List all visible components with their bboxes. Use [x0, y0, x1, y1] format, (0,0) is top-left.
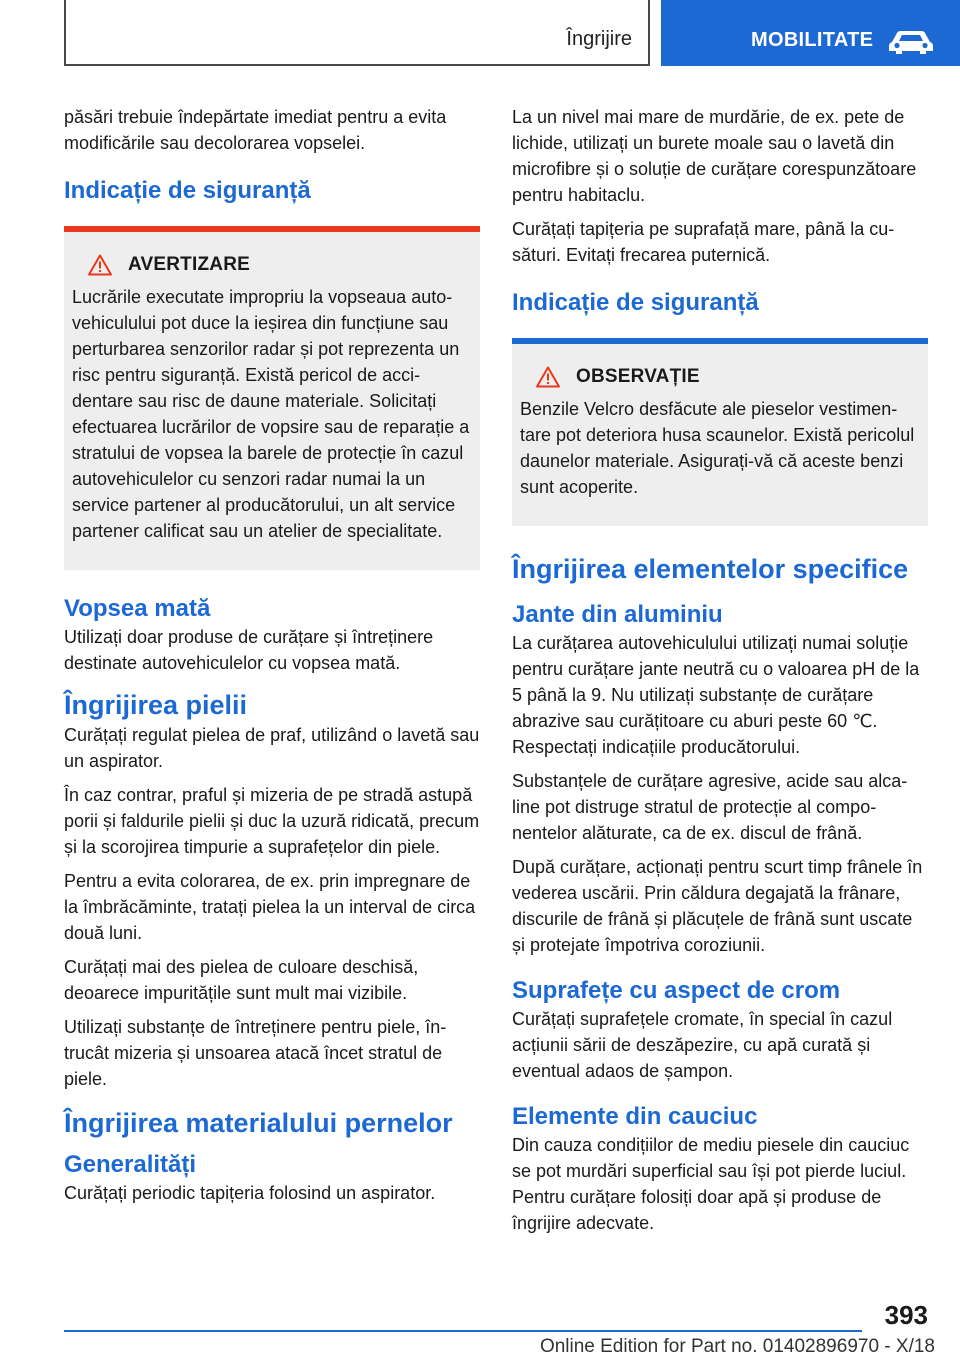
paragraph: În caz contrar, praful și mizeria de pe stradă astupă porii și faldurile pielii și duc la uzură ridicată, precum și la scorojirea timpurie a suprafețelor din piele. — [64, 785, 480, 857]
chrome-surfaces-heading: Suprafețe cu aspect de crom — [512, 977, 841, 1004]
rubber-elements-heading: Elemente din cauciuc — [512, 1103, 758, 1130]
paragraph: Curățați mai des pielea de culoare deschisă, deoarece impuritățile sunt mult mai vizibile. — [64, 957, 419, 1003]
matte-paint-heading: Vopsea mată — [64, 595, 211, 622]
upholstery-care-heading: Îngrijirea materialului pernelor — [64, 1108, 453, 1138]
specific-elements-heading: Îngrijirea elementelor specifice — [512, 554, 909, 584]
warning-triangle-icon — [536, 366, 560, 388]
paragraph: Utilizați substanțe de întreținere pentru piele, întrucât mizeria și unsoarea atacă încet stratul de piele. — [64, 1017, 447, 1089]
notice-box — [512, 338, 928, 526]
paragraph: Din cauza condițiilor de mediu piesele din cauciuc se pot murdări superficial sau își pot pierde luciul. Pentru curățare folosiți doar apă și produse de îngrijire adecvate. — [512, 1135, 910, 1233]
leather-care-heading: Îngrijirea pielii — [64, 690, 248, 720]
paragraph: Curățați suprafețele cromate, în special în cazul acțiunii sării de deszăpezire, cu apă curată și eventual adaos de șampon. — [512, 1009, 893, 1081]
warning-triangle-icon — [88, 254, 112, 276]
safety-heading: Indicație de siguranță — [64, 177, 311, 204]
warning-text: Lucrările executate impropriu la vopseaua autovehiculului pot duce la ieșirea din funcțiune sau perturbarea senzorilor radar și pot reprezenta un risc pentru siguranță. Există pericol de accidentare sau risc de daune materiale. Solicitați efectuarea lucrărilor de vopsire sau de reparație a stratului de vopsea la barele de protecție în cazul autovehiculelor cu senzori radar numai la un service partener al producătorului, un alt service partener calificat sau un atelier de specialitate. — [72, 287, 470, 541]
paragraph: păsări trebuie îndepărtate imediat pentru a evita modificările sau decolorarea vopselei. — [64, 107, 447, 153]
paragraph: La curățarea autovehiculului utilizați numai soluție pentru curățare jante neutră cu o valoarea pH de la 5 până la 9. Nu utilizați substanțe de curățare abrazive sau curățitoare cu aburi peste 60 ℃. Respectați indicațiile producătorului. — [512, 633, 920, 757]
warning-title: AVERTIZARE — [128, 254, 250, 275]
general-heading: Generalități — [64, 1151, 197, 1178]
paragraph: Substanțele de curățare agresive, acide sau alcaline pot distruge stratul de protecție al componentelor alăturate, ca de ex. discul de frână. — [512, 771, 908, 843]
page-number: 393 — [884, 1300, 928, 1330]
chapter-tab-label: MOBILITATE — [751, 29, 874, 51]
right-column — [512, 104, 928, 1244]
footer-edition-text: Online Edition for Part no. 01402896970 - X/18 — [539, 1336, 935, 1357]
aluminium-rims-heading: Jante din aluminiu — [512, 601, 723, 628]
notice-text: Benzile Velcro desfăcute ale pieselor vestimentare pot deteriora husa scaunelor. Există pericolul daunelor materiale. Asigurați-vă că aceste benzi sunt acoperite. — [520, 399, 915, 497]
car-icon — [886, 28, 936, 56]
warning-box — [64, 226, 480, 570]
footer-divider — [64, 1330, 862, 1332]
section-title: Îngrijire — [566, 28, 632, 50]
paragraph: Curățați tapițeria pe suprafață mare, până la cusături. Evitați frecarea puternică. — [512, 219, 895, 265]
header-section-box — [64, 0, 650, 66]
safety-heading: Indicație de siguranță — [512, 289, 759, 316]
notice-title: OBSERVAȚIE — [576, 366, 700, 387]
left-column — [64, 104, 480, 1214]
paragraph: Curățați periodic tapițeria folosind un aspirator. — [64, 1183, 436, 1203]
paragraph: Pentru a evita colorarea, de ex. prin impregnare de la îmbrăcăminte, tratați pielea la un interval de circa două luni. — [64, 871, 476, 943]
chapter-tab-mobility[interactable] — [661, 0, 960, 66]
paragraph: După curățare, acționați pentru scurt timp frânele în vederea uscării. Prin căldura degajată la frânare, discurile de frână și plăcuțele de frână sunt uscate și protejate împotriva coroziunii. — [512, 857, 923, 955]
paragraph: Utilizați doar produse de curățare și întreținere destinate autovehiculelor cu vopsea mată. — [64, 627, 434, 673]
paragraph: Curățați regulat pielea de praf, utilizând o lavetă sau un aspirator. — [64, 725, 480, 771]
paragraph: La un nivel mai mare de murdărie, de ex. pete de lichide, utilizați un burete moale sau o lavetă din microfibre și o soluție de curățare corespunzătoare pentru habitaclu. — [512, 107, 917, 205]
